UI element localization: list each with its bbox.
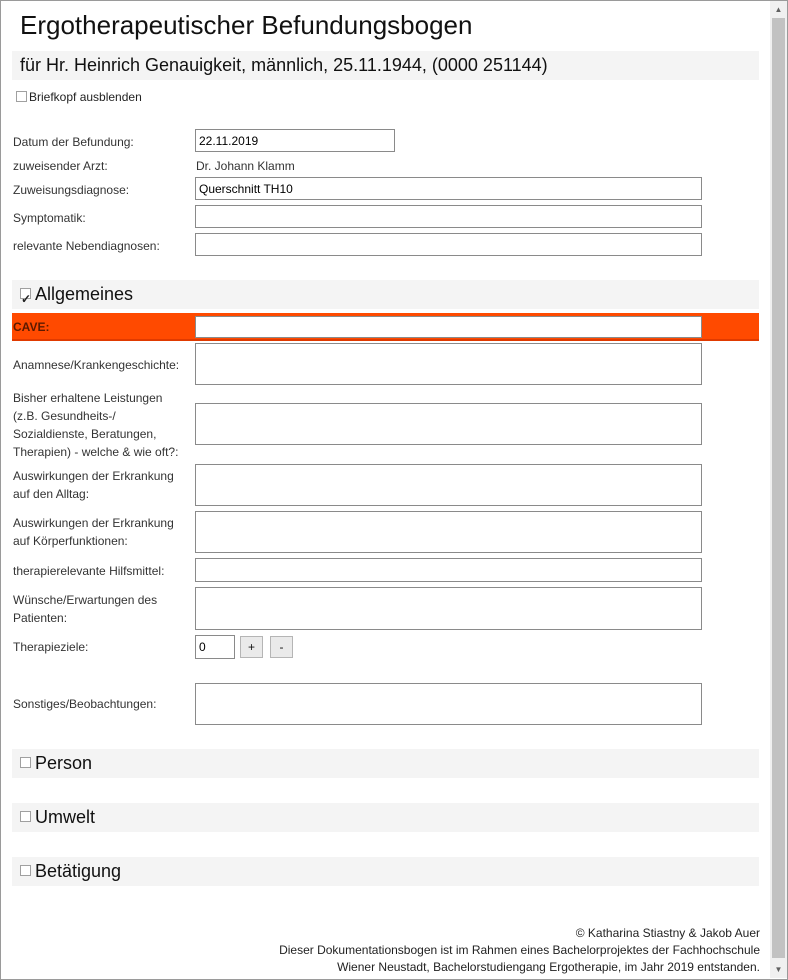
anamnesis-textarea[interactable] [195,343,702,385]
section-occupation-checkbox[interactable] [20,865,31,876]
secondary-diagnoses-input[interactable] [195,233,702,256]
section-environment-checkbox[interactable] [20,811,31,822]
services-label-2: (z.B. Gesundheits-/ [13,409,116,423]
body-impact-label-1: Auswirkungen der Erkrankung [13,516,174,530]
body-impact-textarea[interactable] [195,511,702,553]
section-person-checkbox[interactable] [20,757,31,768]
goals-count-input[interactable] [195,635,235,659]
symptoms-input[interactable] [195,205,702,228]
diagnosis-label: Zuweisungsdiagnose: [13,183,130,197]
scrollbar-thumb[interactable] [772,18,785,958]
secondary-diagnoses-label: relevante Nebendiagnosen: [13,239,160,253]
daily-impact-textarea[interactable] [195,464,702,506]
other-observations-label: Sonstiges/Beobachtungen: [13,697,157,711]
services-label-1: Bisher erhaltene Leistungen [13,391,163,405]
section-occupation-label: Betätigung [35,861,122,881]
letterhead-checkbox[interactable] [16,91,27,102]
scroll-down-arrow-icon[interactable]: ▼ [774,965,783,974]
diagnosis-input[interactable] [195,177,702,200]
date-input[interactable] [195,129,395,152]
letterhead-label: Briefkopf ausblenden [29,90,142,104]
section-general-label: Allgemeines [35,284,134,304]
doctor-value: Dr. Johann Klamm [196,159,295,173]
vertical-scrollbar[interactable] [770,1,787,978]
scroll-up-arrow-icon[interactable]: ▲ [774,5,783,14]
patient-subtitle: für Hr. Heinrich Genauigkeit, männlich, 25.11.1944, (0000 251144) [12,51,759,80]
body-impact-label-2: auf Körperfunktionen: [13,534,128,548]
daily-impact-label-2: auf den Alltag: [13,487,90,501]
wishes-textarea[interactable] [195,587,702,630]
wishes-label-1: Wünsche/Erwartungen des [13,593,158,607]
other-observations-textarea[interactable] [195,683,702,725]
add-goal-button[interactable]: + [240,636,263,658]
daily-impact-label-1: Auswirkungen der Erkrankung [13,469,174,483]
wishes-label-2: Patienten: [13,611,68,625]
doctor-label: zuweisender Arzt: [13,159,108,173]
services-label-4: Therapien) - welche & wie oft?: [13,445,179,459]
section-person-label: Person [35,753,93,773]
section-occupation[interactable] [12,857,759,886]
remove-goal-button[interactable]: - [270,636,293,658]
page-title: Ergotherapeutischer Befundungsbogen [20,10,473,40]
footer-note-1: Dieser Dokumentationsbogen ist im Rahmen eines Bachelorprojektes der Fachhochschule [279,943,760,957]
footer-copyright: © Katharina Stiastny & Jakob Auer [575,926,760,940]
cave-label: CAVE: [13,320,50,334]
anamnesis-label: Anamnese/Krankengeschichte: [13,358,180,372]
section-environment[interactable] [12,803,759,832]
aids-label: therapierelevante Hilfsmittel: [13,564,165,578]
section-person[interactable] [12,749,759,778]
footer-note-2: Wiener Neustadt, Bachelorstudiengang Ergotherapie, im Jahr 2019 entstanden. [337,960,760,974]
aids-input[interactable] [195,558,702,582]
section-general-checkbox[interactable] [20,288,31,299]
services-textarea[interactable] [195,403,702,445]
cave-input[interactable] [195,316,702,338]
footer [279,925,760,976]
date-label: Datum der Befundung: [13,135,134,149]
goals-label: Therapieziele: [13,640,89,654]
symptoms-label: Symptomatik: [13,211,86,225]
letterhead-toggle[interactable] [16,90,142,104]
cave-row [12,313,759,341]
section-general[interactable] [12,280,759,309]
services-label-3: Sozialdienste, Beratungen, [13,427,157,441]
section-environment-label: Umwelt [35,807,96,827]
